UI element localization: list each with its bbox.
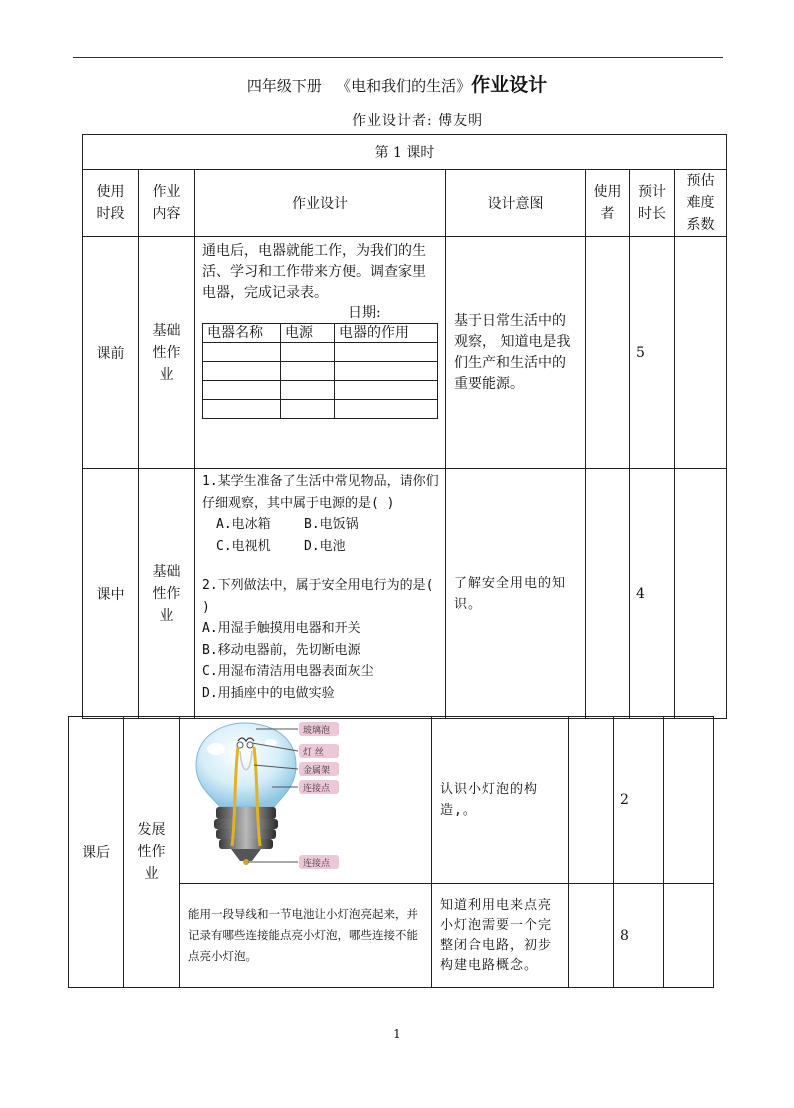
bulb-label-frame: 金属架 — [303, 766, 331, 776]
intent-cell: 认识小灯泡的构造,。 — [432, 717, 569, 884]
design-cell: 能用一段导线和一节电池让小灯泡亮起来，并记录有哪些连接能点亮小灯泡，哪些连接不能点亮小灯泡。 — [180, 884, 432, 988]
q1-option-a: A.电冰箱 — [216, 517, 271, 532]
author-line: 作业设计者: 傅友明 — [352, 113, 484, 129]
time-cell: 2 — [614, 717, 664, 884]
user-cell — [569, 884, 614, 988]
q2-option-d: D.用插座中的电做实验 — [202, 685, 335, 701]
bulb-label-contact-2: 连接点 — [303, 859, 331, 869]
period-cell: 课中 — [83, 469, 139, 719]
bulb-label-glass: 玻璃泡 — [303, 726, 331, 736]
record-header-use: 电器的作用 — [335, 324, 438, 343]
table-row-after-class — [69, 717, 714, 884]
q1-option-d: D.电池 — [304, 538, 346, 554]
user-cell — [586, 237, 630, 469]
intent-cell: 知道利用电来点亮小灯泡需要一个完整闭合电路，初步构建电路概念。 — [432, 884, 569, 988]
title-suffix: 作业设计 — [471, 74, 548, 96]
title-book: 《电和我们的生活》 — [336, 77, 472, 95]
record-row — [203, 343, 438, 362]
intent-cell: 了解安全用电的知识。 — [446, 469, 586, 719]
content-cell: 基础性作业 — [139, 469, 195, 719]
header-rule — [73, 57, 723, 58]
table-row-before-class — [83, 237, 727, 469]
difficulty-cell — [664, 717, 714, 884]
page-title — [0, 70, 794, 97]
q2-option-a: A.用湿手触摸用电器和开关 — [202, 621, 361, 636]
user-cell — [569, 717, 614, 884]
difficulty-cell — [675, 469, 727, 719]
col-header-period: 使用时段 — [83, 170, 139, 237]
content-cell: 发展性作业 — [124, 717, 180, 988]
question-1: 1.某学生准备了生活中常见物品，请你们仔细观察，其中属于电源的是( ) — [202, 474, 439, 511]
user-cell — [586, 469, 630, 719]
record-row — [203, 362, 438, 381]
col-header-user: 使用者 — [586, 170, 630, 237]
design-cell — [195, 237, 446, 469]
intent-cell: 基于日常生活中的观察， 知道电是我们生产和生活中的重要能源。 — [446, 237, 586, 469]
homework-table-upper — [82, 134, 727, 719]
q1-option-b: B.电饭锅 — [304, 517, 359, 532]
bulb-label-filament: 灯 丝 — [303, 748, 324, 758]
q2-option-c: C.用湿布清洁用电器表面灰尘 — [202, 664, 374, 679]
record-header-power: 电源 — [281, 324, 335, 343]
time-cell: 8 — [614, 884, 664, 988]
content-cell: 基础性作业 — [139, 237, 195, 469]
difficulty-cell — [664, 884, 714, 988]
period-cell: 课前 — [83, 237, 139, 469]
q2-option-b: B.移动电器前，先切断电源 — [202, 642, 361, 658]
q1-option-c: C.电视机 — [216, 538, 271, 554]
design-text: 通电后，电器就能工作，为我们的生活、学习和工作带来方便。调查家里电器，完成记录表。 — [202, 243, 426, 301]
table-row-in-class — [83, 469, 727, 719]
bulb-diagram-cell — [180, 717, 432, 884]
title-prefix: 四年级下册 — [246, 77, 322, 95]
lesson-header: 第 1 课时 — [83, 135, 727, 170]
col-header-intent: 设计意图 — [446, 170, 586, 237]
record-header-name: 电器名称 — [203, 324, 281, 343]
time-cell: 4 — [630, 469, 675, 719]
date-label: 日期: — [348, 305, 381, 321]
light-bulb-diagram — [186, 721, 366, 871]
period-cell: 课后 — [69, 717, 124, 988]
record-table — [202, 323, 438, 419]
page-number: 1 — [393, 1027, 401, 1041]
col-header-time: 预计时长 — [630, 170, 675, 237]
col-header-content: 作业内容 — [139, 170, 195, 237]
record-row — [203, 400, 438, 419]
bulb-label-contact-1: 连接点 — [303, 784, 331, 794]
question-2: 2.下列做法中，属于安全用电行为的是( ) — [202, 578, 434, 615]
col-header-difficulty: 预估难度系数 — [675, 170, 727, 237]
difficulty-cell — [675, 237, 727, 469]
design-cell — [195, 469, 446, 719]
col-header-design: 作业设计 — [195, 170, 446, 237]
record-row — [203, 381, 438, 400]
time-cell: 5 — [630, 237, 675, 469]
homework-table-lower — [68, 716, 714, 988]
